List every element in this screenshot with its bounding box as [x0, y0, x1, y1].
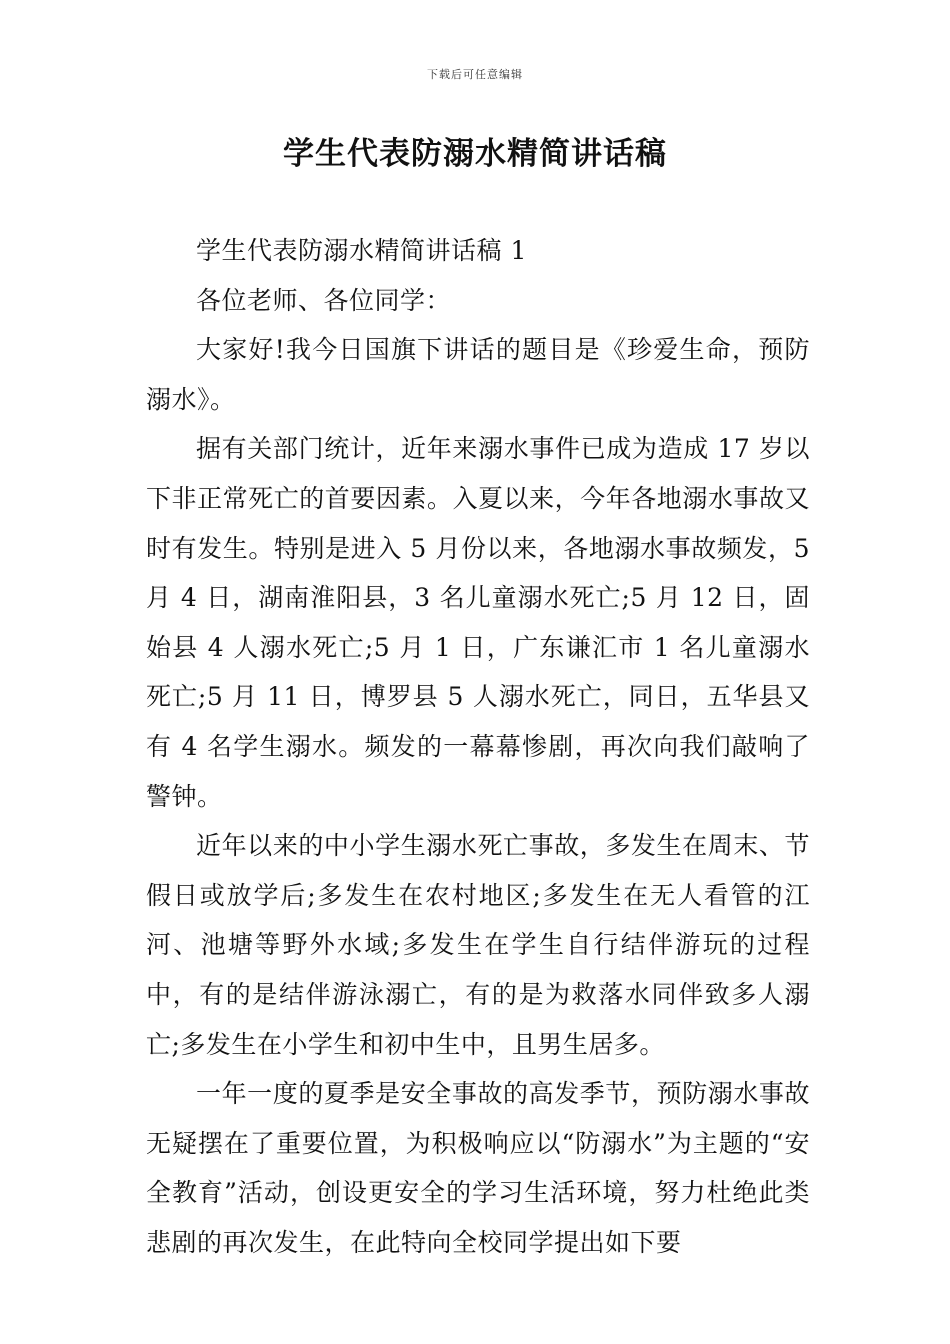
paragraph-salutation: 各位老师、各位同学：: [196, 285, 452, 315]
paragraph-statistics: 据有关部门统计，近年来溺水事件已成为造成 17 岁以下非正常死亡的首要因素。入夏以来，今年各地溺水事故又时有发生。特别是进入 5 月份以来，各地溺水事故频发，5 月 4 日，湖南淮阳县，3 名儿童溺水死亡;5 月 12 日，固始县 4 人溺水死亡;5 月 1 日，广东谦汇市 1 名儿童溺水死亡;5 月 11 日，博罗县 5 人溺水死亡，同日，五华县又有 4 名学生溺水。频发的一幕幕惨剧，再次向我们敲响了警钟。: [146, 434, 810, 811]
document-title: 学生代表防溺水精简讲话稿: [283, 136, 667, 172]
paragraph-greeting: 大家好!我今日国旗下讲话的题目是《珍爱生命，预防溺水》。: [146, 335, 810, 414]
header-note: 下载后可任意编辑: [427, 68, 523, 81]
paragraph-call-to-action: 一年一度的夏季是安全事故的高发季节，预防溺水事故无疑摆在了重要位置，为积极响应以“防溺水”为主题的“安全教育”活动，创设更安全的学习生活环境，努力杜绝此类悲剧的再次发生，在此特向全校同学提出如下要: [146, 1079, 810, 1257]
document-body: [146, 226, 810, 1267]
paragraph-characteristics: 近年以来的中小学生溺水死亡事故，多发生在周末、节假日或放学后;多发生在农村地区;多发生在无人看管的江河、池塘等野外水域;多发生在学生自行结伴游玩的过程中，有的是结伴游泳溺亡，有的是为救落水同伴致多人溺亡;多发生在小学生和初中生中，且男生居多。: [146, 831, 810, 1059]
paragraph-subtitle: 学生代表防溺水精简讲话稿 1: [196, 236, 527, 265]
